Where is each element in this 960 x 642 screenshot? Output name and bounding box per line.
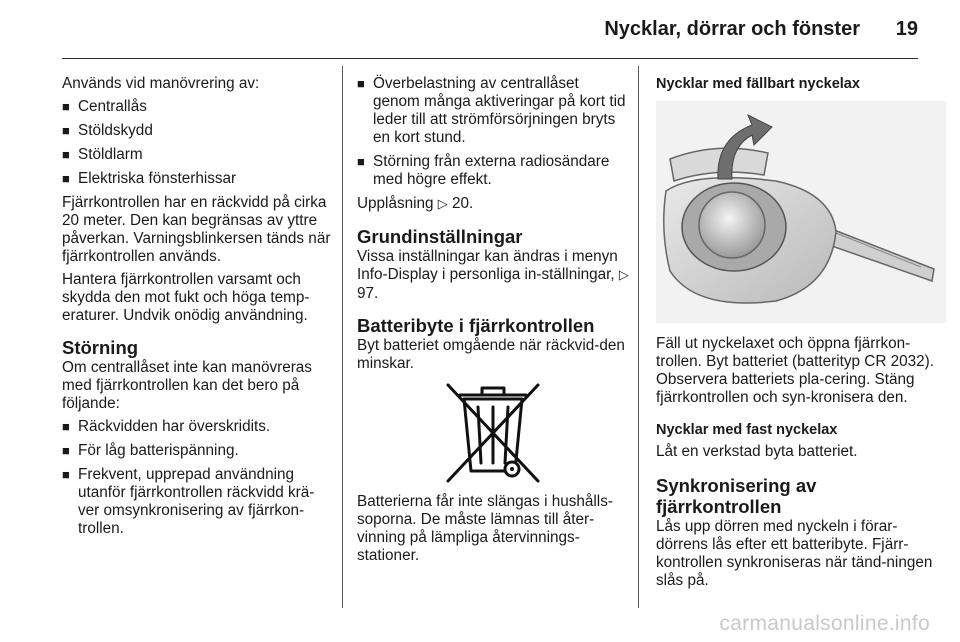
fixed-key-heading: Nycklar med fast nyckelax — [656, 422, 838, 438]
range-paragraph: Fjärrkontrollen har en räckvidd på cirka 20 meter. Den kan begränsas av yttre påverkan. Varningsblinkersen tänds när fjärrkontrollen används. — [62, 194, 331, 265]
uses-list — [62, 98, 334, 188]
column-1 — [62, 75, 334, 544]
fixed-key-paragraph: Låt en verkstad byta batteriet. — [656, 443, 858, 460]
intro-text: Används vid manövrering av: — [62, 75, 260, 92]
column-2 — [357, 75, 629, 570]
page-title: Nycklar, dörrar och fönster — [604, 18, 860, 40]
list-item: ■ För låg batterispänning. — [62, 442, 334, 460]
sync-paragraph: Lås upp dörren med nyckeln i förar-dörrens lås efter ett batteribyte. Fjärr-kontrollen synkroniseras när tänd-ningen slås på. — [656, 518, 933, 589]
list-item: ■ Stöldlarm — [62, 146, 334, 164]
key-battery-illustration — [656, 101, 946, 323]
fault-list — [62, 418, 334, 538]
list-item: ■ Stöldskydd — [62, 122, 334, 140]
list-item: ■ Frekvent, upprepad användning utanför fjärrkontrollen räckvidd krä-ver omsynkronisering av fjärrkon-trollen. — [62, 466, 334, 538]
unlock-reference: Upplåsning ▷ 20. — [357, 195, 474, 212]
sync-heading: Synkronisering av fjärrkontrollen — [656, 475, 817, 517]
page-header — [62, 0, 918, 59]
page-ref-arrow-icon: ▷ — [618, 268, 629, 283]
page-ref-arrow-icon: ▷ — [437, 197, 448, 212]
watermark: carmanualsonline.info — [719, 612, 930, 635]
folding-key-paragraph: Fäll ut nyckelaxet och öppna fjärrkon-trollen. Byt batteriet (batterityp CR 2032). Observera batteriets pla-cering. Stäng fjärrkontrollen och syn-kronisera den. — [656, 335, 935, 406]
battery-heading: Batteribyte i fjärrkontrollen — [357, 315, 595, 336]
column-3 — [656, 75, 946, 595]
folding-key-photo — [656, 101, 946, 323]
battery-paragraph: Byt batteriet omgående när räckvid-den minskar. — [357, 337, 625, 372]
list-item: ■ Centrallås — [62, 98, 334, 116]
page-number: 19 — [895, 18, 918, 40]
disposal-paragraph: Batterierna får inte slängas i hushålls-soporna. De måste lämnas till åter-vinning på lämpliga återvinnings-stationer. — [357, 493, 613, 564]
settings-paragraph: Vissa inställningar kan ändras i menyn Info-Display i personliga in-ställningar, ▷ 97. — [357, 248, 629, 302]
folding-key-heading: Nycklar med fällbart nyckelax — [656, 76, 860, 92]
list-item: ■ Överbelastning av centrallåset genom många aktiveringar på kort tid leder till att strömförsörjningen bryts en kort stund. — [357, 75, 629, 147]
list-item: ■ Räckvidden har överskridits. — [62, 418, 334, 436]
page-link-20[interactable]: 20. — [452, 195, 474, 212]
crossed-out-bin-icon — [438, 381, 548, 485]
fault-heading: Störning — [62, 337, 139, 358]
weee-symbol — [357, 381, 629, 485]
column-divider-1 — [342, 66, 343, 608]
care-paragraph: Hantera fjärrkontrollen varsamt och skydda den mot fukt och höga temp-eraturer. Undvik onödig användning. — [62, 271, 310, 324]
list-item: ■ Elektriska fönsterhissar — [62, 170, 334, 188]
settings-heading: Grundinställningar — [357, 226, 523, 247]
list-item: ■ Störning från externa radiosändare med högre effekt. — [357, 153, 629, 189]
column-divider-2 — [638, 66, 639, 608]
page-link-97[interactable]: 97. — [357, 285, 379, 302]
fault-list-continued — [357, 75, 629, 189]
fault-paragraph: Om centrallåset inte kan manövreras med fjärrkontrollen kan det bero på följande: — [62, 359, 312, 412]
